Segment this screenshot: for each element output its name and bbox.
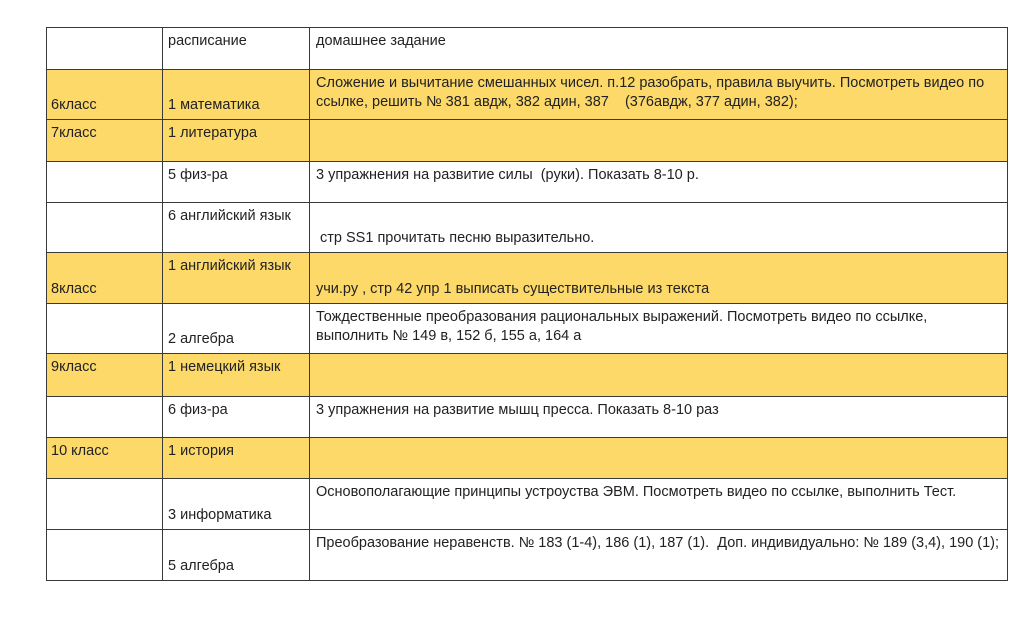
grade-cell — [47, 203, 163, 253]
grade-cell — [47, 479, 163, 530]
homework-cell: 3 упражнения на развитие мышц пресса. Показать 8-10 раз — [310, 397, 1008, 438]
table-row — [47, 304, 1008, 354]
grade-cell: 7класс — [47, 120, 163, 162]
grade-cell — [47, 397, 163, 438]
lesson-cell: 2 алгебра — [163, 304, 310, 354]
grade-cell: 8класс — [47, 253, 163, 304]
table-row — [47, 530, 1008, 581]
homework-cell: Основополагающие принципы устроуства ЭВМ. Посмотреть видео по ссылке, выполнить Тест. — [310, 479, 1008, 530]
table-row — [47, 203, 1008, 253]
homework-cell: Тождественные преобразования рациональных выражений. Посмотреть видео по ссылке, выполнить № 149 в, 152 б, 155 а, 164 а — [310, 304, 1008, 354]
homework-cell: стр SS1 прочитать песню выразительно. — [310, 203, 1008, 253]
grade-cell: 6класс — [47, 70, 163, 120]
grade-cell — [47, 162, 163, 203]
homework-cell: учи.ру , стр 42 упр 1 выписать существительные из текста — [310, 253, 1008, 304]
homework-cell: Преобразование неравенств. № 183 (1-4), 186 (1), 187 (1). Доп. индивидуально: № 189 (3,4), 190 (1); — [310, 530, 1008, 581]
lesson-cell: 1 английский язык — [163, 253, 310, 304]
homework-schedule-table — [46, 27, 1008, 581]
table-row — [47, 438, 1008, 479]
lesson-cell: 6 физ-ра — [163, 397, 310, 438]
homework-header: домашнее задание — [310, 28, 1008, 70]
grade-cell — [47, 304, 163, 354]
table-row — [47, 479, 1008, 530]
grade-cell: 9класс — [47, 354, 163, 397]
schedule-header: расписание — [163, 28, 310, 70]
homework-cell: 3 упражнения на развитие силы (руки). Показать 8-10 р. — [310, 162, 1008, 203]
table-row — [47, 162, 1008, 203]
table-row — [47, 253, 1008, 304]
homework-cell — [310, 354, 1008, 397]
lesson-cell: 5 физ-ра — [163, 162, 310, 203]
lesson-cell: 1 математика — [163, 70, 310, 120]
table-row — [47, 397, 1008, 438]
header-row — [47, 28, 1008, 70]
grade-cell: 10 класс — [47, 438, 163, 479]
lesson-cell: 1 литература — [163, 120, 310, 162]
lesson-cell: 3 информатика — [163, 479, 310, 530]
grade-cell — [47, 530, 163, 581]
grade-header-cell — [47, 28, 163, 70]
homework-cell — [310, 120, 1008, 162]
lesson-cell: 6 английский язык — [163, 203, 310, 253]
table-row — [47, 354, 1008, 397]
homework-cell — [310, 438, 1008, 479]
table-row — [47, 120, 1008, 162]
table-row — [47, 70, 1008, 120]
lesson-cell: 1 история — [163, 438, 310, 479]
homework-cell: Сложение и вычитание смешанных чисел. п.12 разобрать, правила выучить. Посмотреть видео по ссылке, решить № 381 авдж, 382 адин, 387 (376авдж, 377 адин, 382); — [310, 70, 1008, 120]
lesson-cell: 1 немецкий язык — [163, 354, 310, 397]
lesson-cell: 5 алгебра — [163, 530, 310, 581]
